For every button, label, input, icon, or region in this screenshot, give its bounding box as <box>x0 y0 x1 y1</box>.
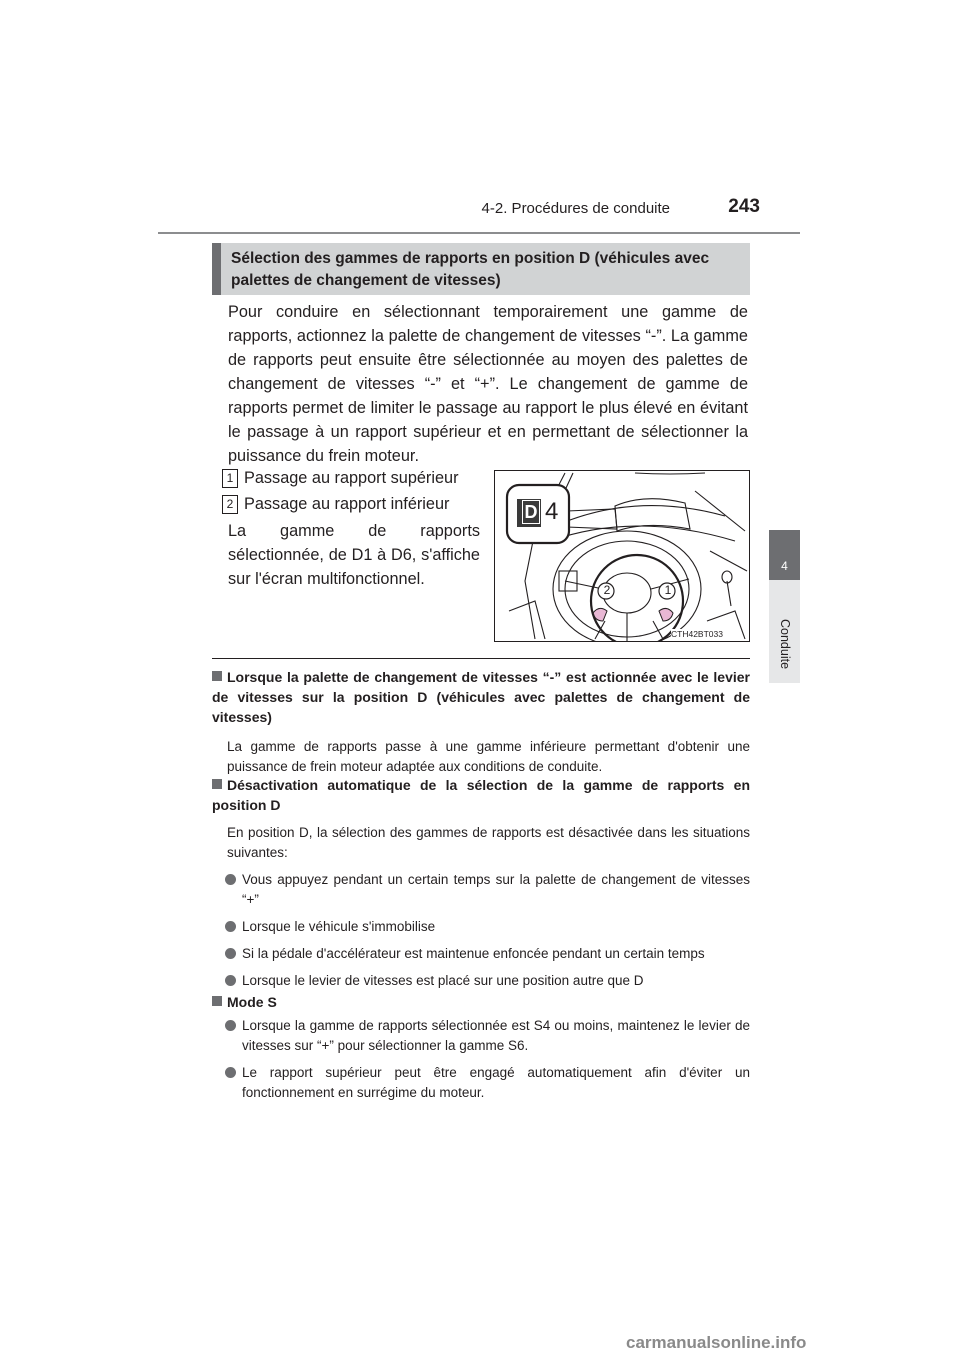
list-item <box>212 971 750 991</box>
chapter-number: 4 <box>781 559 788 573</box>
section-title-text: Mode S <box>227 994 277 1010</box>
display-gear-letter: D <box>522 500 540 524</box>
bullet-text: Lorsque le véhicule s'immobilise <box>242 919 436 934</box>
bullet-text: Lorsque la gamme de rapports sélectionnée est S4 ou moins, maintenez le levier de vitesses sur “+” pour sélectionner la gamme S6. <box>242 1018 750 1053</box>
section-title <box>212 775 750 815</box>
list-item <box>212 917 750 937</box>
list-item <box>212 870 750 910</box>
steering-wheel-illustration <box>494 470 750 642</box>
section-title <box>212 992 750 1012</box>
bullet-dot-icon <box>225 975 236 986</box>
section-title <box>212 667 750 727</box>
item-label: Passage au rapport supérieur <box>244 469 459 487</box>
bullet-text: Le rapport supérieur peut être engagé automatiquement afin d'éviter un fonctionnement en surrégime du moteur. <box>242 1065 750 1100</box>
display-gear-number: 4 <box>545 498 559 525</box>
square-bullet-icon <box>212 996 222 1006</box>
callout-2: 2 <box>603 583 611 597</box>
bullet-text: Si la pédale d'accélérateur est maintenue enfoncée pendant un certain temps <box>242 946 705 961</box>
bullet-dot-icon <box>225 948 236 959</box>
section-banner <box>212 243 750 295</box>
info-section <box>212 775 750 991</box>
number-box: 2 <box>222 495 238 514</box>
section-divider <box>212 658 750 659</box>
square-bullet-icon <box>212 671 222 681</box>
chapter-tab <box>769 530 800 580</box>
section-title-text: Lorsque la palette de changement de vitesses “-” est actionnée avec le levier de vitesses sur la position D (véhicules avec palettes de changement de vitesses) <box>212 669 750 725</box>
bullet-dot-icon <box>225 921 236 932</box>
list-item <box>212 944 750 964</box>
section-title-text: Désactivation automatique de la sélection de la gamme de rapports en position D <box>212 777 750 813</box>
list-item <box>212 1016 750 1056</box>
display-note: La gamme de rapports sélectionnée, de D1 à D6, s'affiche sur l'écran multifonctionnel. <box>228 522 480 588</box>
info-section <box>212 992 750 1103</box>
section-body: La gamme de rapports passe à une gamme inférieure permettant d'obtenir une puissance de frein moteur adaptée aux conditions de conduite. <box>227 739 750 774</box>
illustration-drawing <box>495 471 749 641</box>
list-item <box>222 492 449 516</box>
header-section-title: 4-2. Procédures de conduite <box>481 200 670 217</box>
list-item <box>212 1063 750 1103</box>
info-section <box>212 667 750 777</box>
square-bullet-icon <box>212 779 222 789</box>
item-label: Passage au rapport inférieur <box>244 495 450 513</box>
watermark: carmanualsonline.info <box>626 1333 807 1352</box>
bullet-text: Lorsque le levier de vitesses est placé sur une position autre que D <box>242 973 644 988</box>
header-rule <box>158 232 800 234</box>
banner-title: Sélection des gammes de rapports en position D (véhicules avec palettes de changement de vitesses) <box>231 250 710 289</box>
list-item <box>222 466 459 490</box>
figure-code: CTH42BT033 <box>671 629 723 639</box>
bullet-dot-icon <box>225 1067 236 1078</box>
chapter-label: Conduite <box>778 619 792 670</box>
bullet-dot-icon <box>225 874 236 885</box>
section-body: En position D, la sélection des gammes de rapports est désactivée dans les situations suivantes: <box>227 825 750 860</box>
bullet-text: Vous appuyez pendant un certain temps sur la palette de changement de vitesses “+” <box>242 872 750 907</box>
page-number: 243 <box>728 196 760 217</box>
number-box: 1 <box>222 469 238 488</box>
intro-paragraph: Pour conduire en sélectionnant temporairement une gamme de rapports, actionnez la palette de changement de vitesses “-”. La gamme de rapports peut ensuite être sélectionnée au moyen des palettes de changement de vitesses “-” et “+”. Le changement de gamme de rapports permet de limiter le passage au rapport le plus élevé en évitant le passage à un rapport supérieur et en permettant de sélectionner la puissance du frein moteur. <box>228 303 748 465</box>
callout-1: 1 <box>664 583 672 597</box>
bullet-dot-icon <box>225 1020 236 1031</box>
